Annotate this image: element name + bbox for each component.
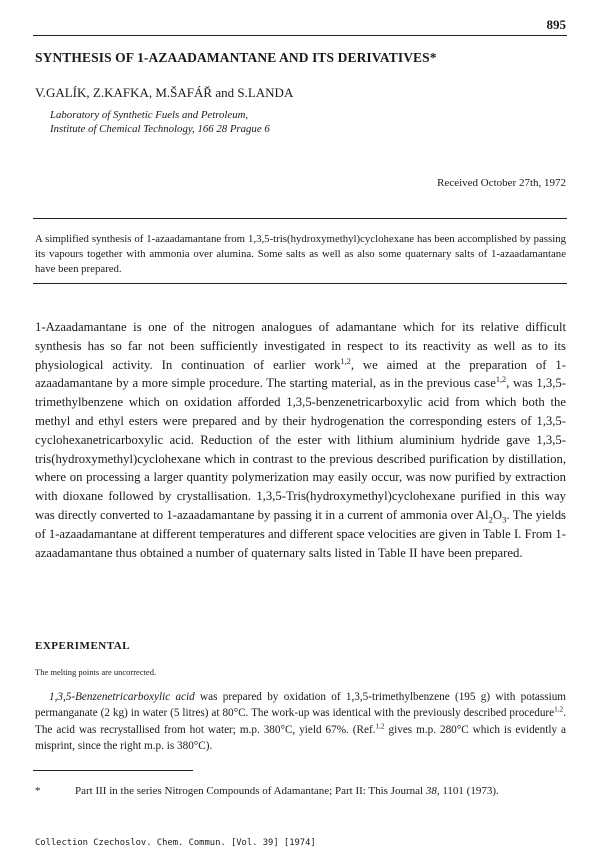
footnote-rule	[33, 770, 193, 771]
footnote-mark: *	[35, 785, 41, 797]
body-text-3: , was 1,3,5-trimethylbenzene which on oxidation afforded 1,3,5-benzenetricarboxylic acid from which both the methyl and ethyl esters were prepared and by their hydrogenation the corresponding esters of 1,3,5-cyclohexanetricarboxylic acid. Reduction of the ester with lithium aluminium hydride gave 1,3,5-tris(hydroxymethyl)cyclohexane which in contrast to the previous described purification by distillation, where on processing a larger quantity polymerization may easily occur, was now purified by extraction with dioxane followed by crystallisation. 1,3,5-Tris(hydroxymethyl)cyclohexane purified in this way was directly converted to 1-azaadamantane by passing it in a current of ammonia over Al	[35, 376, 566, 522]
abstract: A simplified synthesis of 1-azaadamantane from 1,3,5-tris(hydroxymethyl)cyclohexane has been accomplished by passing its vapours together with ammonia over alumina. Some salts as well as also some quaternary salts of 1-azaadamantane have been prepared.	[35, 233, 566, 275]
experimental-paragraph	[35, 689, 566, 754]
footnote-text-2: , 1101 (1973).	[436, 785, 499, 797]
ref-superscript: 1,2	[375, 721, 385, 730]
journal-volume: 38	[425, 785, 437, 797]
received-date: Received October 27th, 1972	[437, 177, 566, 189]
melting-point-note: The melting points are uncorrected.	[35, 667, 157, 677]
affiliation-line-1: Laboratory of Synthetic Fuels and Petroleum,	[50, 109, 249, 121]
body-text-4: . The yields of 1-azaadamantane at different temperatures and different space velocities are given in Table I. From 1-azaadamantane thus obtained a number of quaternary salts listed in Table II have been prepared.	[35, 507, 566, 560]
footnote	[35, 784, 566, 799]
article-title: SYNTHESIS OF 1-AZAADAMANTANE AND ITS DERIVATIVES*	[35, 50, 437, 65]
footnote-text-1: Part III in the series Nitrogen Compounds of Adamantane; Part II: This Journal	[75, 785, 426, 797]
exp-text-3: gives m.p. 280°C which is evidently a misprint, since the right m.p. is 380°C).	[35, 723, 566, 752]
ref-superscript: 1,2	[495, 375, 507, 385]
compound-name: 1,3,5-Benzenetricarboxylic acid	[49, 691, 195, 703]
subscript: 2	[488, 514, 493, 525]
subscript: 3	[502, 514, 507, 525]
affiliation	[50, 108, 270, 136]
ref-superscript: 1,2	[340, 356, 351, 366]
abstract-bottom-rule	[33, 283, 567, 284]
abstract-top-rule	[33, 218, 567, 219]
body-text-2: , we aimed at the preparation of 1-azaadamantane by a more simple procedure. The starting material, as in the previous case	[35, 357, 566, 391]
exp-text-2: . The acid was recrystallised from hot water; m.p. 380°C, yield 67%. (Ref.	[35, 707, 566, 736]
authors: V.GALÍK, Z.KAFKA, M.ŠAFÁŘ and S.LANDA	[35, 85, 294, 100]
page-number: 895	[546, 17, 566, 32]
experimental-heading: EXPERIMENTAL	[35, 640, 131, 652]
ref-superscript: 1,2	[554, 705, 564, 714]
journal-footer: Collection Czechoslov. Chem. Commun. [Vol. 39] [1974]	[35, 838, 316, 848]
top-rule	[33, 35, 567, 36]
introduction-paragraph	[35, 318, 566, 562]
body-text-1: 1-Azaadamantane is one of the nitrogen analogues of adamantane which for its relative difficult synthesis has so far not been sufficiently investigated in respect to its reactivity as well as to its physiological activity. In continuation of earlier work	[35, 320, 566, 372]
exp-text-1: was prepared by oxidation of 1,3,5-trimethylbenzene (195 g) with potassium permanganate (2 kg) in water (5 litres) at 80°C. The work-up was identical with the previously described procedure	[35, 691, 566, 720]
oxygen-symbol: O	[492, 507, 503, 522]
affiliation-line-2: Institute of Chemical Technology, 166 28 Prague 6	[50, 123, 270, 135]
